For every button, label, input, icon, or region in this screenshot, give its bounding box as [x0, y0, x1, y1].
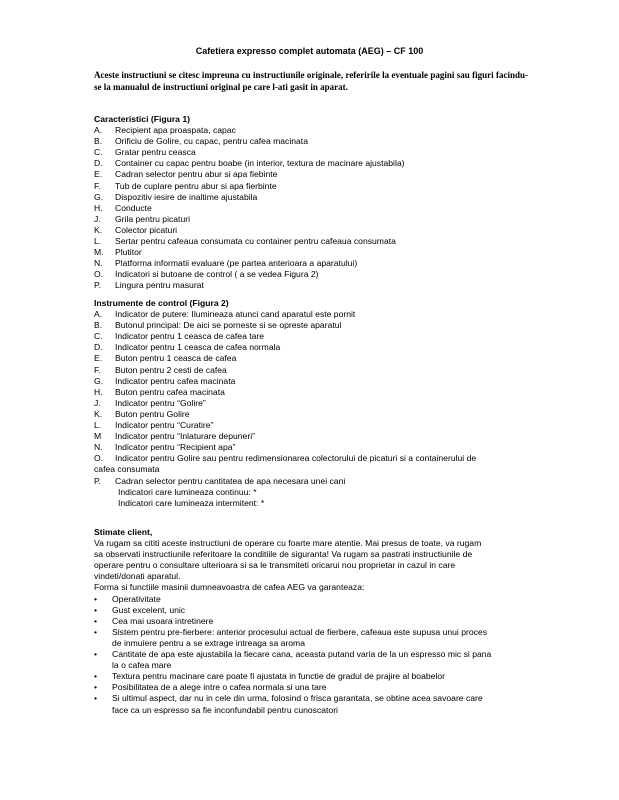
control-item	[94, 353, 534, 364]
control-item-key: L.	[94, 420, 102, 431]
feature-item-key: D.	[94, 158, 103, 169]
control-item-key: E.	[94, 353, 103, 364]
control-item	[94, 342, 534, 353]
control-item-key: G.	[94, 375, 104, 386]
control-item-text: Buton pentru Golire	[115, 408, 190, 419]
guarantee-line: Posibilitatea de a alege intre o cafea normala si una tare	[112, 682, 327, 693]
feature-item-key: E.	[94, 169, 103, 180]
feature-item-key: F.	[94, 180, 101, 191]
control-item-text: Indicator pentru “Golire”	[115, 397, 206, 408]
control-item-text: Indicator pentru “Inlaturare depuneri”	[115, 431, 255, 442]
control-item	[94, 442, 534, 453]
control-item-text: Buton pentru 2 cesti de cafea	[115, 364, 227, 375]
bullet-icon: •	[94, 626, 98, 637]
control-item-text: Buton pentru 1 ceasca de cafea	[115, 353, 237, 364]
bullet-icon: •	[94, 682, 98, 693]
guarantee-list-text	[112, 616, 534, 627]
bullet-icon: •	[94, 649, 98, 660]
guarantee-list-item	[94, 627, 534, 649]
feature-item	[94, 169, 534, 180]
control-item-o-continuation: cafea consumata	[94, 464, 160, 475]
control-item-text: Indicator pentru 1 ceasca de cafea tare	[115, 331, 265, 342]
feature-item-text: Platforma informatii evaluare (pe partea anterioara a aparatului)	[115, 258, 358, 269]
guarantee-line: Cea mai usoara intretinere	[112, 615, 214, 626]
feature-item-text: Plutitor	[115, 247, 142, 258]
document-title: Cafetiera expresso complet automata (AEG) – CF 100	[195, 46, 424, 56]
control-item-text: Indicator pentru cafea macinata	[115, 375, 236, 386]
bullet-icon: •	[94, 604, 98, 615]
client-paragraph-line: vindeti/donati aparatul.	[94, 571, 181, 582]
client-section	[94, 527, 534, 716]
feature-item	[94, 280, 534, 291]
controls-list	[94, 309, 534, 453]
guarantee-list-text	[112, 682, 534, 693]
control-item	[94, 431, 534, 442]
control-item-key: J.	[94, 397, 101, 408]
guarantee-line: Textura pentru macinare care poate fi ajustata in functie de gradul de prajire al boabelor	[112, 671, 445, 682]
guarantee-list-text	[112, 693, 534, 715]
feature-item	[94, 181, 534, 192]
guarantee-list-item	[94, 649, 534, 671]
feature-item	[94, 147, 534, 158]
feature-item-text: Conducte	[115, 202, 152, 213]
guarantee-intro: Forma si functiile masinii dumneavoastra de cafea AEG va garanteaza:	[94, 582, 365, 593]
features-section	[94, 114, 534, 292]
indicator-legend-blinking: Indicatori care lumineaza intermitent: *	[118, 497, 265, 508]
feature-item-text: Grila pentru picaturi	[115, 213, 190, 224]
control-item-text: Indicator pentru 1 ceasca de cafea normala	[115, 342, 281, 353]
control-item	[94, 387, 534, 398]
control-item	[94, 365, 534, 376]
control-item-o	[94, 453, 534, 464]
guarantee-list-item	[94, 616, 534, 627]
client-paragraph-line: sa observati instructiunile referitoare la conditiile de siguranta! Va rugam sa pastrati instructiunile de	[94, 549, 473, 560]
feature-item-text: Sertar pentru cafeaua consumata cu container pentru cafeaua consumata	[115, 236, 396, 247]
control-item-key: B.	[94, 320, 103, 331]
controls-heading: Instrumente de control (Figura 2)	[94, 298, 229, 308]
feature-item-key: P.	[94, 280, 102, 291]
client-heading: Stimate client,	[94, 527, 153, 537]
feature-item-key: O.	[94, 269, 104, 280]
control-item	[94, 309, 534, 320]
feature-item-key: K.	[94, 224, 103, 235]
control-item	[94, 409, 534, 420]
control-item-key: P.	[94, 475, 102, 486]
guarantee-list-item	[94, 682, 534, 693]
feature-item-text: Orificiu de Golire, cu capac, pentru cafea macinata	[115, 136, 308, 147]
control-item-text: Cadran selector pentru cantitatea de apa necesara unei cani	[115, 475, 346, 486]
control-item	[94, 376, 534, 387]
guarantee-line: Si ultimul aspect, dar nu in cele din urma, folosind o frisca garantata, se obtine acea savoare care	[112, 693, 483, 704]
guarantee-list-item	[94, 693, 534, 715]
guarantee-list-text	[112, 594, 534, 605]
feature-item-key: A.	[94, 125, 103, 136]
guarantee-list	[94, 594, 534, 716]
feature-item	[94, 236, 534, 247]
control-item-text: Indicator pentru Golire sau pentru redimensionarea colectorului de picaturi si a containerului de	[115, 453, 477, 464]
client-paragraph-line: operare pentru o consultare ulterioara si sa le transmiteti oricarui nou proprietar in cazul in care	[94, 560, 456, 571]
feature-item	[94, 125, 534, 136]
guarantee-line: de inmuiere pentru a se extrage intreaga sa aroma	[112, 637, 305, 648]
guarantee-list-text	[112, 627, 534, 649]
feature-item-key: N.	[94, 258, 103, 269]
features-list	[94, 125, 534, 291]
client-paragraph	[94, 538, 524, 582]
bullet-icon: •	[94, 671, 98, 682]
guarantee-line: Cantitate de apa este ajustabila la fiecare cana, aceasta putand varia de la un espresso mic si pana	[112, 649, 492, 660]
control-item-key: F.	[94, 364, 101, 375]
control-item-key: A.	[94, 309, 103, 320]
feature-item	[94, 136, 534, 147]
guarantee-list-item	[94, 605, 534, 616]
control-item-text: Indicator pentru “Recipient apa”	[115, 442, 236, 453]
guarantee-list-item	[94, 671, 534, 682]
guarantee-line: Operativitate	[112, 593, 161, 604]
control-item	[94, 320, 534, 331]
guarantee-line: Sistem pentru pre-fierbere: anterior procesului actual de fierbere, cafeaua este supusa unui proces	[112, 626, 487, 637]
control-item	[94, 420, 534, 431]
feature-item	[94, 192, 534, 203]
control-item-key: C.	[94, 331, 103, 342]
guarantee-line: face ca un espresso sa fie inconfundabil pentru cunoscatori	[112, 704, 338, 715]
control-item-text: Buton pentru cafea macinata	[115, 386, 225, 397]
feature-item	[94, 258, 534, 269]
client-paragraph-line: Va rugam sa cititi aceste instructiuni de operare cu foarte mare atentie. Mai presus de toate, va rugam	[94, 538, 482, 549]
feature-item-key: L.	[94, 236, 102, 247]
guarantee-line: la o cafea mare	[112, 660, 172, 671]
feature-item-key: H.	[94, 202, 103, 213]
control-item	[94, 398, 534, 409]
bullet-icon: •	[94, 593, 98, 604]
feature-item	[94, 158, 534, 169]
control-item-key: M	[94, 431, 102, 442]
feature-item-key: M.	[94, 247, 104, 258]
control-item-text: Indicator de putere: Ilumineaza atunci cand aparatul este pornit	[115, 309, 356, 320]
feature-item-key: B.	[94, 136, 103, 147]
feature-item-text: Colector picaturi	[115, 224, 178, 235]
bullet-icon: •	[94, 693, 98, 704]
feature-item-text: Recipient apa proaspata, capac	[115, 125, 236, 136]
guarantee-list-text	[112, 671, 534, 682]
control-item-key: N.	[94, 442, 103, 453]
feature-item-text: Container cu capac pentru boabe (in interior, textura de macinare ajustabila)	[115, 158, 405, 169]
feature-item-text: Indicatori si butoane de control ( a se vedea Figura 2)	[115, 269, 319, 280]
control-item-text: Indicator pentru “Curatire”	[115, 420, 214, 431]
features-heading: Caracteristici (Figura 1)	[94, 114, 190, 124]
feature-item	[94, 225, 534, 236]
feature-item-key: C.	[94, 147, 103, 158]
control-item-p	[94, 476, 534, 487]
control-item	[94, 331, 534, 342]
control-item-key: O.	[94, 453, 104, 464]
feature-item-text: Dispozitiv iesire de inaltime ajustabila	[115, 191, 258, 202]
intro-paragraph: Aceste instructiuni se citesc impreuna cu instructiunile originale, referirile la eventuale pagini sau figuri facindu-se la manualul de instructiuni original pe care l-ati gasit in aparat.	[94, 70, 528, 92]
feature-item	[94, 203, 534, 214]
bullet-icon: •	[94, 615, 98, 626]
feature-item	[94, 247, 534, 258]
guarantee-line: Gust excelent, unic	[112, 604, 186, 615]
feature-item	[94, 269, 534, 280]
guarantee-list-text	[112, 649, 534, 671]
feature-item-text: Lingura pentru masurat	[115, 280, 204, 291]
controls-section	[94, 298, 534, 509]
control-item-key: D.	[94, 342, 103, 353]
feature-item-text: Cadran selector pentru abur si apa fiebinte	[115, 169, 278, 180]
feature-item-text: Tub de cuplare pentru abur si apa fierbinte	[115, 180, 277, 191]
guarantee-list-item	[94, 594, 534, 605]
control-item-text: Butonul principal: De aici se porneste si se opreste aparatul	[115, 320, 342, 331]
control-item-key: H.	[94, 386, 103, 397]
feature-item-key: J.	[94, 213, 101, 224]
feature-item-key: G.	[94, 191, 104, 202]
feature-item-text: Gratar pentru ceasca	[115, 147, 196, 158]
control-item-key: K.	[94, 408, 103, 419]
guarantee-list-text	[112, 605, 534, 616]
indicator-legend-continuous: Indicatori care lumineaza continuu: *	[118, 486, 257, 497]
feature-item	[94, 214, 534, 225]
